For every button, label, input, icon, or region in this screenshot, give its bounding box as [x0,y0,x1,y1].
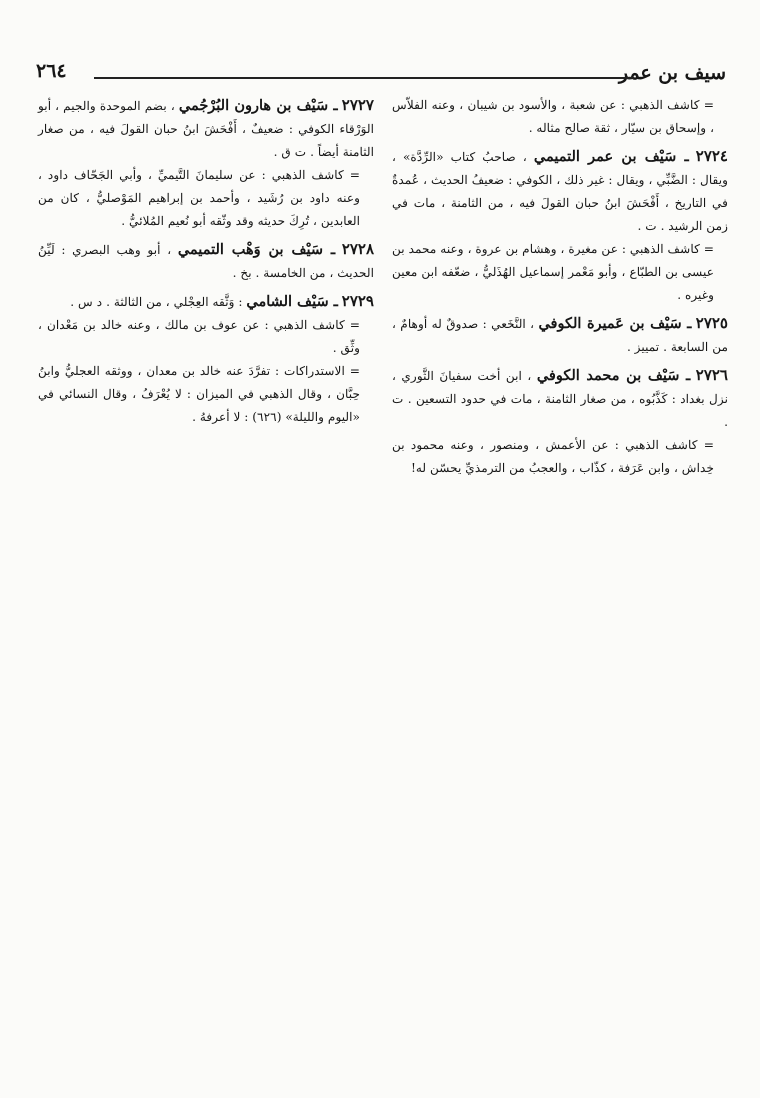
entry-continued [392,94,728,140]
entry-2729 [38,290,374,429]
entry-number: ٢٧٢٩ [341,292,374,310]
entry-2726 [392,364,728,480]
kashif-note: = كاشف الذهبي : عن شعبة ، والأسود بن شيبان ، وعنه الفلاّس ، وإسحاق بن سيّار ، ثقة صالح مثاله . [392,98,714,135]
entry-main-text: ٢٧٢٩ ـ سَيْف الشامي : وَثَّقه العِجْلي ، من الثالثة . د س . [70,292,374,310]
entry-heading: ـ سَيْف بن عَميرة الكوفي [538,315,692,332]
entry-heading: ـ سَيْف بن محمد الكوفي [536,367,691,384]
kashif-note: = كاشف الذهبي : عن الأعمش ، ومنصور ، وعنه محمود بن خِداش ، وابن عَرَفة ، كذّاب ، والعجبُ من الترمذيِّ يحسّن له! [392,438,714,475]
entry-main-text: ٢٧٢٥ ـ سَيْف بن عَميرة الكوفي ، النَّخَعي : صدوقٌ له أوهامٌ ، من السابعة . تمييز . [392,314,728,354]
entry-number: ٢٧٢٨ [341,240,375,258]
page-number: ٢٦٤ [36,60,67,82]
entry-number: ٢٧٢٤ [695,147,728,165]
entry-main-text: ٢٧٢٤ ـ سَيْف بن عمر التميمي ، صاحبُ كتاب «الرِّدَّة» ، ويقال : الضَّبِّي ، ويقال : غير ذلك ، الكوفي : ضعيفُ الحديث ، عُمدةٌ في التاريخ ، أَفْحَشَ ابنُ حبان القولَ فيه ، من الثامنة ، مات في زمن الرشيد . ت . [392,147,728,233]
entry-heading: ـ سَيْف بن عمر التميمي [533,148,689,165]
entry-main-text: ٢٧٢٧ ـ سَيْف بن هارون البُرْجُمي ، بضم الموحدة والجيم ، أبو الوَرْقاء الكوفي : ضعيفٌ ، أَفْحَشَ ابنُ حبان القولَ فيه ، من صغار الثامنة أيضاً . ت ق . [38,96,374,159]
entry-number: ٢٧٢٦ [695,366,728,384]
entry-number: ٢٧٢٥ [695,314,728,332]
entry-2728 [38,238,374,285]
left-column [38,94,374,434]
entry-2724 [392,145,728,307]
entry-main-text: ٢٧٢٦ ـ سَيْف بن محمد الكوفي ، ابن أخت سفيانَ الثَّوري ، نزل بغداد : كَذَّبُوه ، من صغار الثامنة ، مات في حدود التسعين . ت . [392,366,728,429]
kashif-note: = كاشف الذهبي : عن عوف بن مالك ، وعنه خالد بن مَعْدان ، وثِّق . [38,318,360,355]
entry-main-text: ٢٧٢٨ ـ سَيْف بن وَهْب التميمي ، أبو وهب البصري : لَيِّنُ الحديث ، من الخامسة . بخ . [38,240,375,280]
running-title: سيف بن عمر [618,62,726,84]
right-column [392,94,728,485]
entry-2725 [392,312,728,359]
entry-heading: ـ سَيْف بن هارون البُرْجُمي [178,97,338,114]
entry-2727 [38,94,374,233]
page-header [36,58,726,92]
kashif-note: = كاشف الذهبي : عن مغيرة ، وهشام بن عروة ، وعنه محمد بن عيسى بن الطبّاع ، وأبو مَعْمر إسماعيل الهُذَليُّ ، ضعّفه ابن معين وغيره . [392,242,714,302]
kashif-note: = كاشف الذهبي : عن سليمانَ التَّيميِّ ، وأبي الجَحّاف داود ، وعنه داود بن رُشَيد ، وأحمد بن إبراهيم المَوْصليُّ ، كان من العابدين ، تُرِكَ حديثه وقد وثّقه أبو نُعيم المُلائيُّ . [38,168,360,228]
entry-heading: ـ سَيْف بن وَهْب التميمي [177,241,336,258]
istidrakat-note: = الاستدراكات : تفرَّدَ عنه خالد بن معدان ، ووثقه العجليُّ وابنُ حِبَّان ، وقال الذهبي في الميزان : لا يُعْرَفُ ، وقال النسائي في «اليوم والليلة» (٦٢٦) : لا أعرفهُ . [38,364,360,424]
header-rule [94,77,634,79]
entry-heading: ـ سَيْف الشامي [246,293,338,310]
entry-number: ٢٧٢٧ [341,96,374,114]
